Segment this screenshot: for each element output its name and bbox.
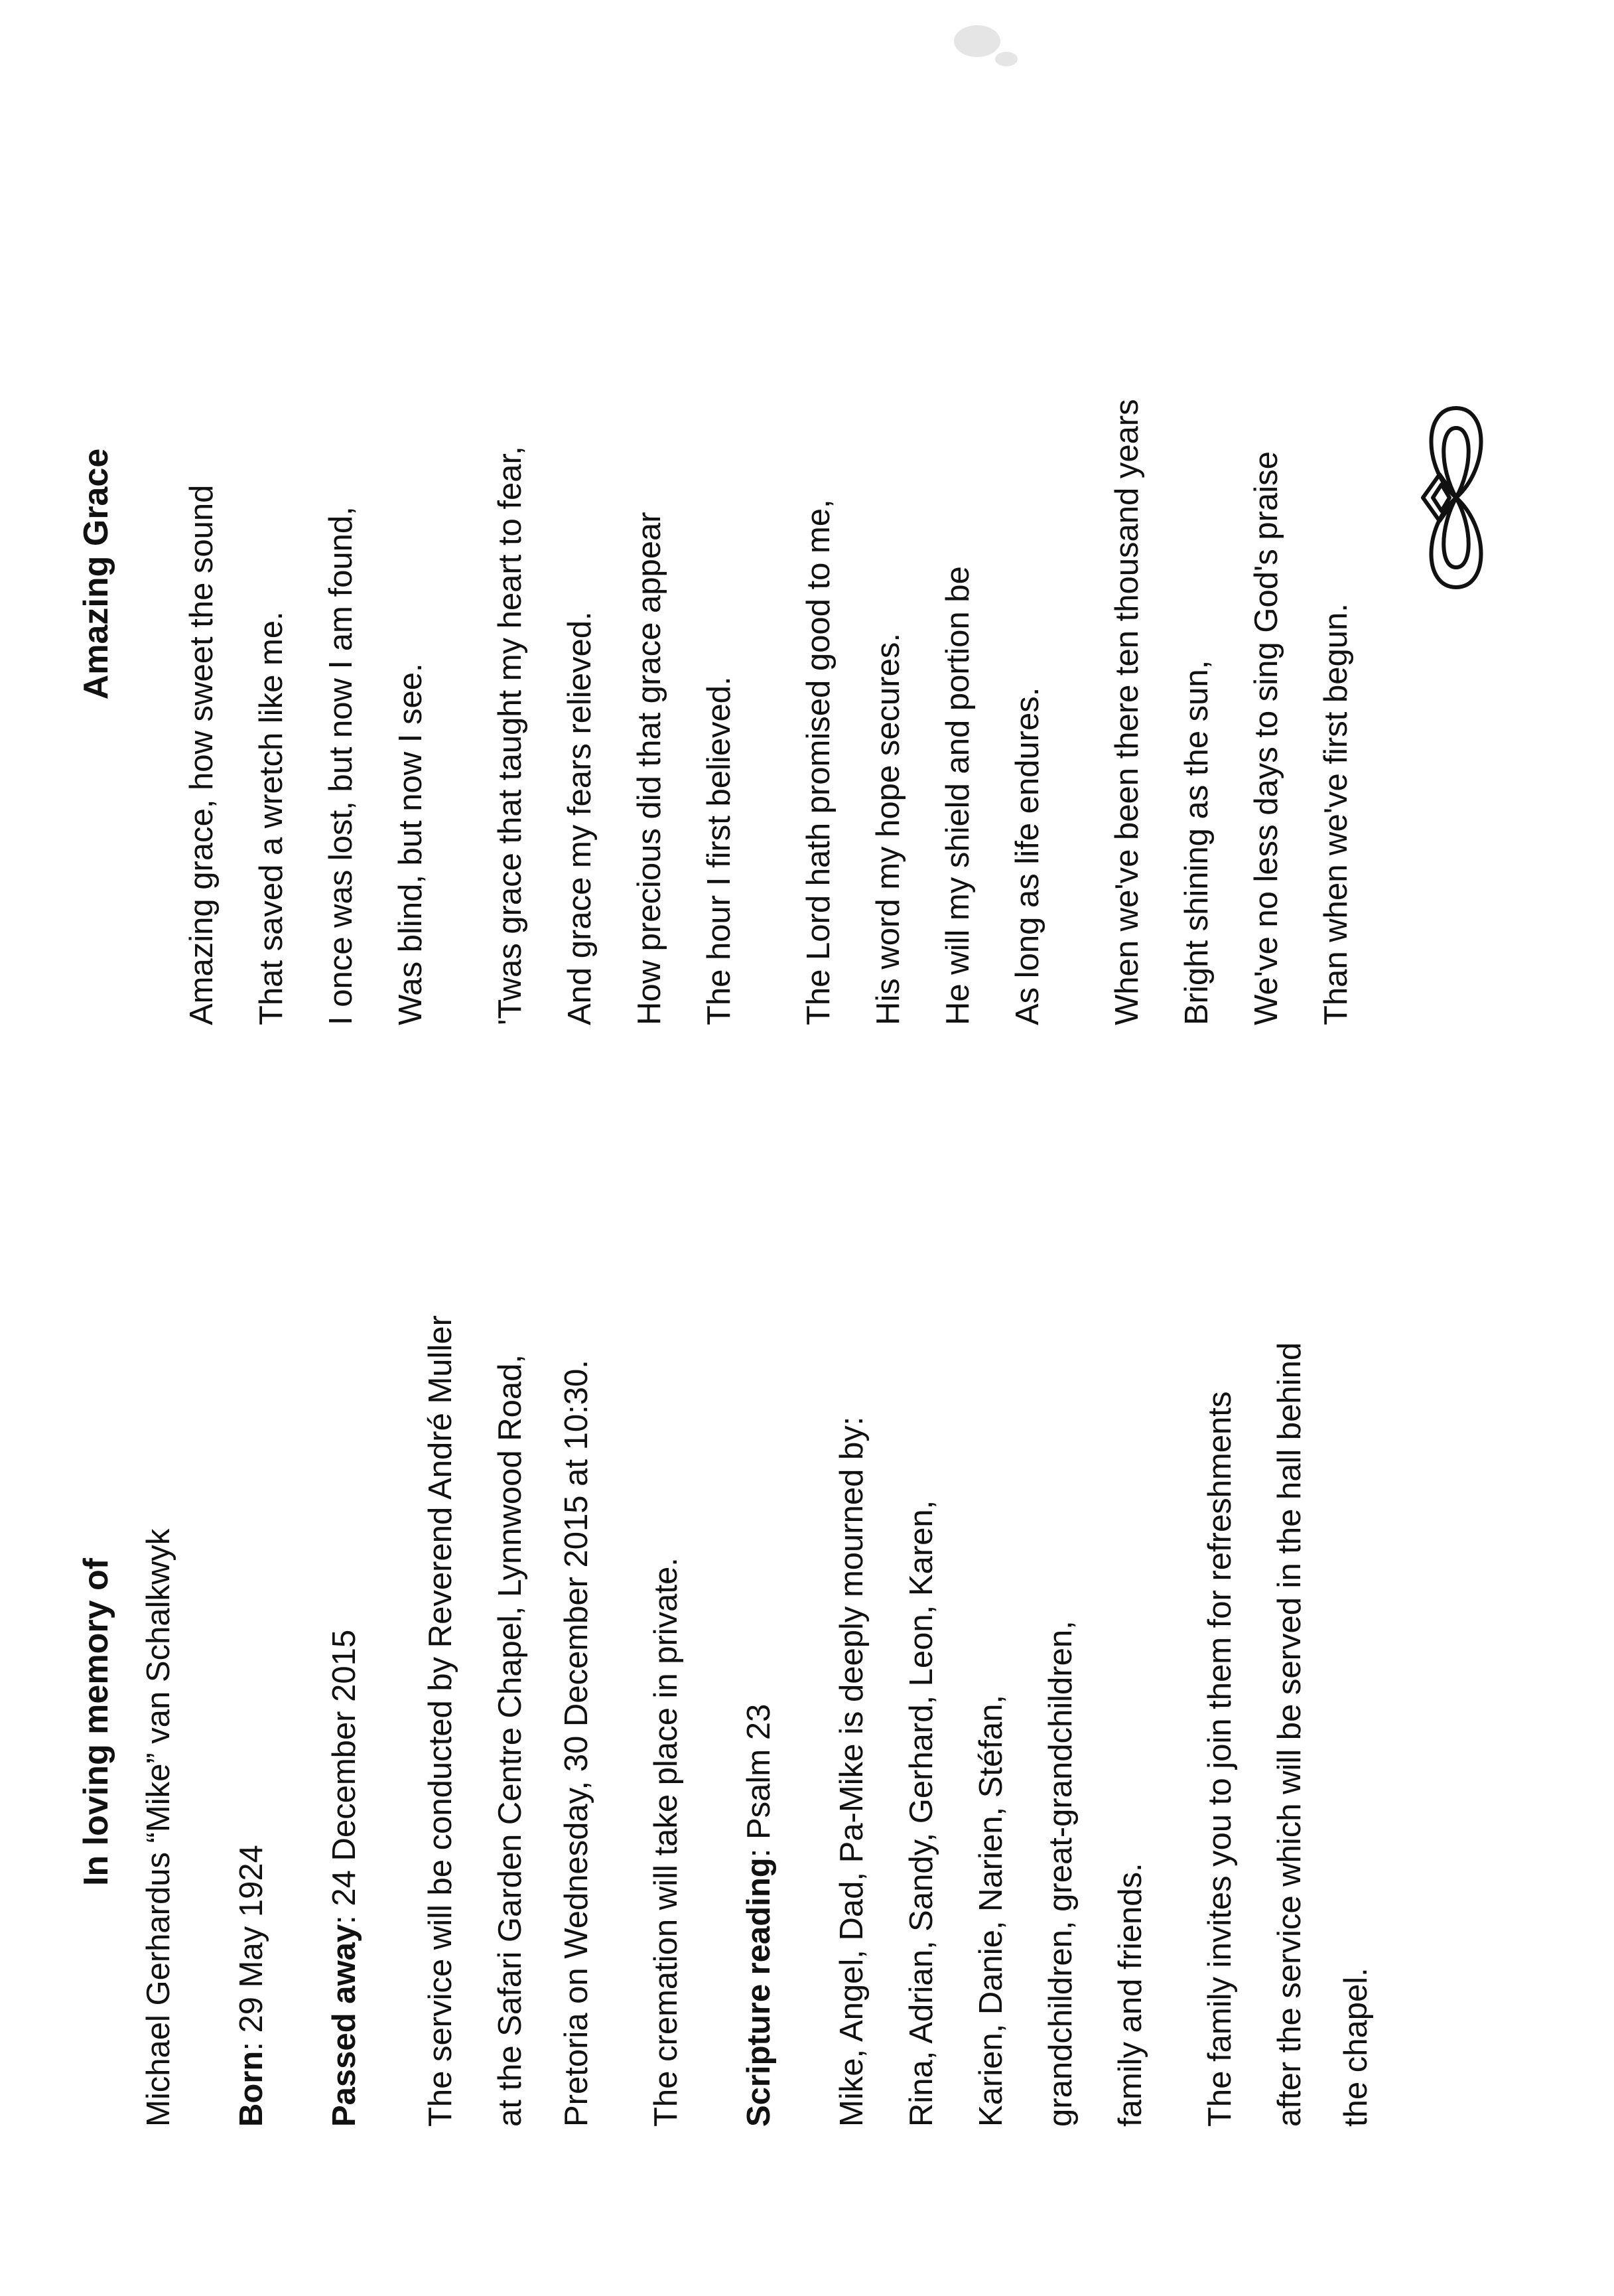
born-value: : 29 May 1924 xyxy=(234,1845,269,2051)
scan-smudge xyxy=(954,25,1000,57)
service-line: at the Safari Garden Centre Chapel, Lynnwood Road, xyxy=(492,1354,528,2127)
memorial-title: In loving memory of xyxy=(77,1557,115,1887)
hymn-line: His word my hope secures. xyxy=(870,633,906,1025)
hymn-title: Amazing Grace xyxy=(77,448,115,700)
deceased-name: Michael Gerhardus “Mike” van Schalkwyk xyxy=(141,1528,176,2127)
scan-smudge xyxy=(995,52,1018,66)
hymn-line: 'Twas grace that taught my heart to fear, xyxy=(492,446,528,1025)
scripture-reading xyxy=(743,1704,775,2127)
hymn-line: He will my shield and portion be xyxy=(940,566,976,1025)
service-line: Pretoria on Wednesday, 30 December 2015 at 10:30. xyxy=(559,1360,594,2127)
hymn-line: The hour I first believed. xyxy=(701,676,737,1025)
hymn-line: As long as life endures. xyxy=(1010,687,1045,1025)
mourned-line: Mike, Angel, Dad, Pa-Mike is deeply mourned by: xyxy=(834,1416,870,2127)
passed-label: Passed away xyxy=(326,1924,362,2127)
hymn-line: We've no less days to sing God's praise xyxy=(1248,451,1284,1025)
hymn-line: I once was lost, but now I am found, xyxy=(323,506,359,1025)
born-label: Born xyxy=(234,2050,269,2127)
passed-value: : 24 December 2015 xyxy=(326,1629,362,1924)
hymn-line: That saved a wretch like me. xyxy=(253,611,289,1025)
hymn-line: Bright shining as the sun, xyxy=(1179,660,1215,1025)
refreshment-line: the chapel. xyxy=(1338,1968,1374,2127)
hymn-line: Amazing grace, how sweet the sound xyxy=(184,484,220,1025)
scripture-value: : Psalm 23 xyxy=(741,1703,777,1858)
mourned-line: Karien, Danie, Narien, Stéfan, xyxy=(973,1695,1009,2127)
scripture-label: Scripture reading xyxy=(741,1857,777,2127)
celtic-knot-ornament xyxy=(1410,388,1503,607)
cremation-note: The cremation will take place in private. xyxy=(648,1557,684,2127)
hymn-line: Than when we've first begun. xyxy=(1318,603,1354,1025)
refreshment-line: The family invites you to join them for refreshments xyxy=(1202,1391,1238,2127)
refreshment-line: after the service which will be served in the hall behind xyxy=(1272,1342,1308,2127)
mourned-line: family and friends. xyxy=(1112,1863,1148,2127)
memorial-panel xyxy=(0,1148,1614,2296)
hymn-line: And grace my fears relieved. xyxy=(562,611,598,1025)
hymn-line: The Lord hath promised good to me, xyxy=(801,499,837,1025)
hymn-line: When we've been there ten thousand years xyxy=(1109,399,1145,1025)
passed-date xyxy=(328,1630,361,2127)
born-date xyxy=(235,1845,268,2127)
mourned-line: grandchildren, great-grandchildren, xyxy=(1043,1620,1079,2127)
mourned-line: Rina, Adrian, Sandy, Gerhard, Leon, Karen, xyxy=(904,1500,939,2127)
service-line: The service will be conducted by Reverend André Muller xyxy=(423,1315,458,2127)
hymn-line: How precious did that grace appear xyxy=(632,512,667,1025)
hymn-line: Was blind, but now I see. xyxy=(393,663,429,1025)
